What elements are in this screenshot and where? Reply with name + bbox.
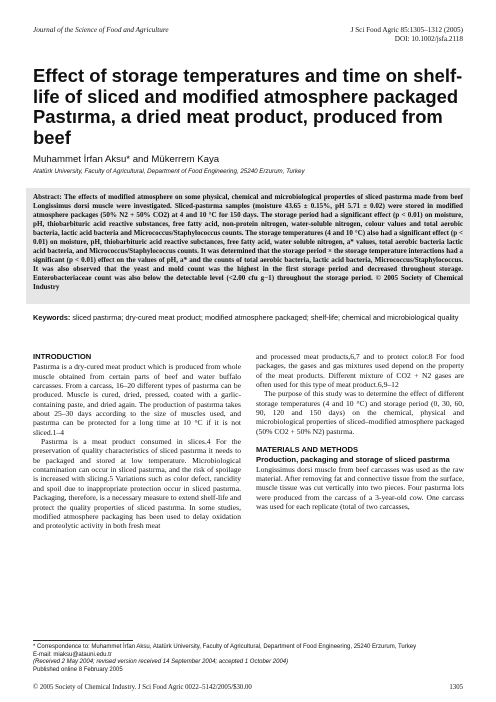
abstract-box	[26, 188, 470, 304]
methods-heading: MATERIALS AND METHODS	[256, 445, 359, 455]
authors: Muhammet İrfan Aksu* and Mükerrem Kaya	[33, 154, 220, 165]
received-note: (Received 2 May 2004; revised version received 14 September 2004; accepted 1 October 2004)	[33, 659, 289, 666]
intro-paragraph-3: and processed meat products,6,7 and to protect color.8 For food packages, the gases and gas mixtures used depend on the property of the meat products. Different mixture of CO2 + N2 gases are often used for this type of meat product.6,9–12	[256, 352, 464, 390]
affiliation: Atatürk University, Faculty of Agricultural, Department of Food Engineering, 25240 Erzurum, Turkey	[33, 168, 305, 175]
citation: J Sci Food Agric 85:1305–1312 (2005)	[350, 26, 463, 34]
keywords-text: sliced pastırma; dry-cured meat product; modified atmosphere packaged; shelf-life; chemical and microbiological quality	[72, 313, 459, 322]
left-column	[33, 352, 241, 531]
keywords-label: Keywords:	[33, 313, 71, 322]
doi[interactable]: DOI: 10.1002/jsfa.2118	[394, 35, 463, 43]
footer-copyright: © 2005 Society of Chemical Industry. J Sci Food Agric 0022–5142/2005/$30.00	[33, 684, 252, 691]
published-note: Published online 8 February 2005	[33, 666, 123, 673]
intro-heading: INTRODUCTION	[33, 352, 92, 361]
correspondence-note: * Correspondence to: Muhammet İrfan Aksu, Atatürk University, Faculty of Agricultural, Department of Food Engineering, 25240 Erzurum, Turkey	[33, 644, 417, 650]
footnotes	[33, 644, 463, 674]
page-number: 1305	[449, 684, 463, 691]
email-note[interactable]: E-mail: miaksu@atauni.edu.tr	[33, 651, 112, 658]
article-title: Effect of storage temperatures and time on shelf-life of sliced and modified atmosphere packaged Pastırma, a dried meat product, produced from beef	[33, 65, 463, 148]
intro-paragraph-1: Pastırma is a dry-cured meat product which is produced from whole muscle obtained from certain parts of beef and water buffalo carcasses. From a carcass, 16–20 different types of pastırma can be produced. Muscle is cured, dried, pressed, coated with a garlic-containing paste, and dried again. The production of pastırma takes about 25–30 days according to the size of muscles used, and pastırma can be protected for a long time at 10 °C if it is not sliced.1–4	[33, 362, 241, 437]
footnote-divider	[33, 640, 133, 641]
right-column	[256, 352, 464, 512]
abstract-text: Abstract: The effects of modified atmosphere on some physical, chemical and microbiological properties of sliced pastırma made from beef Longissimus dorsi muscle were investigated. Sliced-pastırma samples (moisture 43.65 ± 0.15%, pH 5.71 ± 0.02) were stored in modified atmosphere packages (50% N2 + 50% CO2) at 4 and 10 °C for 150 days. The storage period had a significant effect (p < 0.01) on moisture, pH, thiobarbituric acid reactive substances, free fatty acid, non-protein nitrogen, water-soluble nitrogen, colour values and total aerobic bacteria, lactic acid bacteria and Micrococcus/Staphylococcus counts. The storage temperatures (4 and 10 °C) also had a significant effect (p < 0.01) on moisture, pH, thiobarbituric acid reactive subctances, free fatty acid, water soluble nitrogen, a* values, total aerobic bacteria lactic acid bacteria, and Micrococcus/Staphylococcus counts. It was determined that the storage period × the storage temperature interactions had a significant (p < 0.01) effect on the values of pH, a* and the counts of total aerobic bacteria, lactic acid bacteria, Micrococcus/Staphylococcus. It was also observed that the yeast and mold count was the highest in the first storage period and decreased throughout storage. Enterobacteriaceae count was also below the detectable level (<2.00 cfu g−1) throughout the storage period. © 2005 Society of Chemical Industry	[33, 193, 463, 291]
methods-subheading: Production, packaging and storage of sliced pastırma	[256, 455, 450, 465]
keywords	[33, 313, 463, 323]
intro-paragraph-4: The purpose of this study was to determine the effect of different storage temperatures (4 and 10 °C) and storage period (0, 30, 60, 90, 120 and 150 days) on the chemical, physical and microbiological properties of sliced–modified atmosphere packaged (50% CO2 + 50% N2) pastırma.	[256, 389, 464, 436]
intro-paragraph-2: Pastırma is a meat product consumed in slices.4 For the preservation of quality characteristics of sliced pastırma it needs to be packaged and stored at low temperature. Microbiological contamination can occur in sliced pastırma, and the risk of spoilage is increased with slicing.5 Variations such as color defect, rancidity and spoil due to inappropriate protection occur in sliced pastırma. Packaging, therefore, is a necessary measure to extend shelf-life and protect the quality properties of sliced pastırma. In some studies, modified atmosphere packaging has been used to delay oxidation and proteolytic activity in both fresh meat	[33, 437, 241, 531]
journal-name: Journal of the Science of Food and Agriculture	[33, 26, 169, 34]
methods-paragraph-1: Longissimus dorsi muscle from beef carcasses was used as the raw material. After removing fat and connective tissue from the surface, muscle tissue was cut vertically into two pieces. Four pastırma lots were produced from the carcass of a 3-year-old cow. One carcass was used for each replicate (total of two carcasses,	[256, 464, 464, 512]
citation-block	[351, 26, 463, 44]
